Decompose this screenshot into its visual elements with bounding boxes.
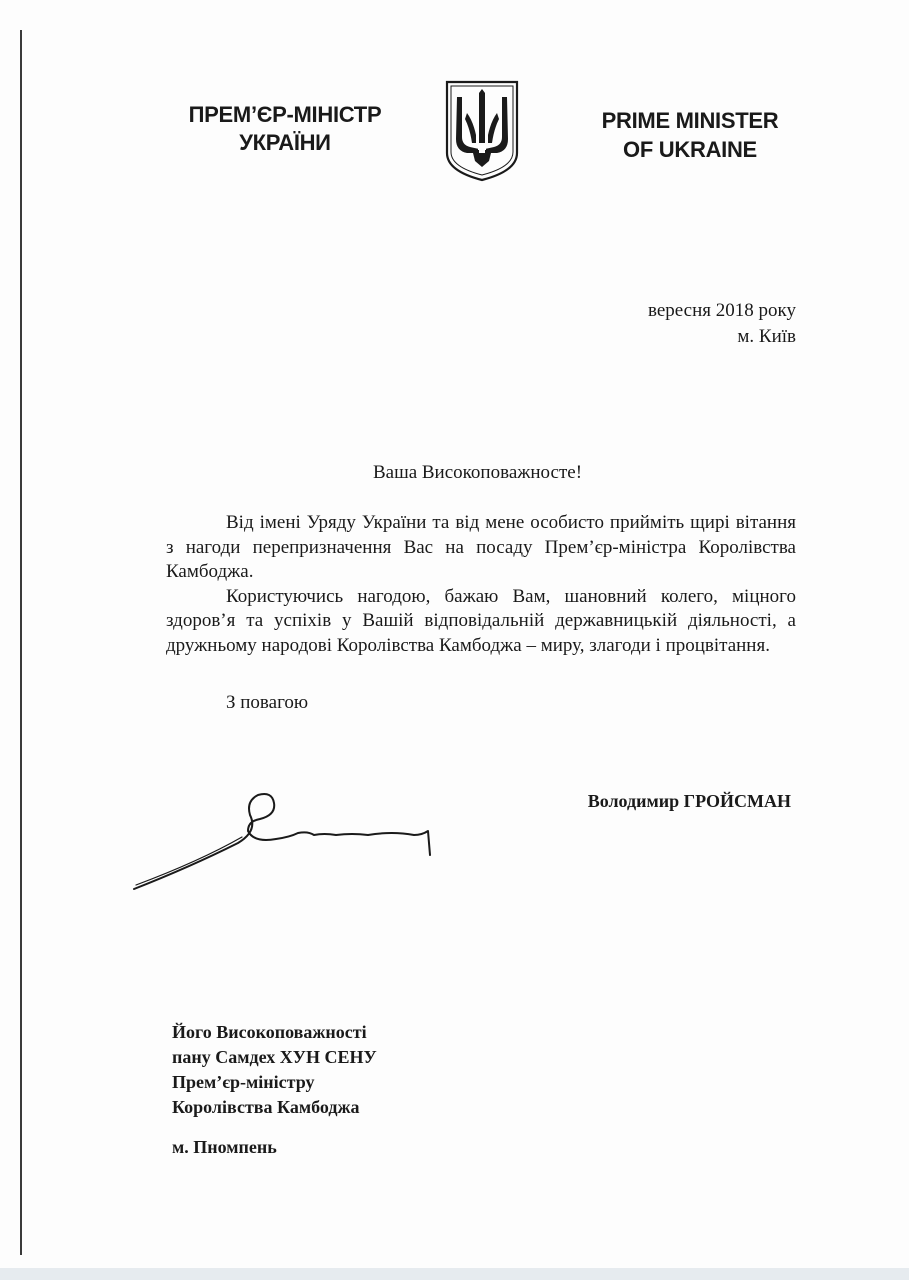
signer-name: Володимир ГРОЙСМАН [587, 791, 791, 811]
handwritten-signature [130, 785, 440, 895]
date-block [648, 298, 796, 350]
header-en-line1: PRIME MINISTER [601, 108, 779, 133]
letter-body [166, 511, 796, 658]
recipient-line1: Його Високоповажності [172, 1022, 367, 1042]
place-line: м. Київ [737, 326, 796, 347]
trident-emblem-icon [443, 79, 521, 183]
date-line: вересня 2018 року [647, 300, 796, 321]
header-en-line2: OF UKRAINE [623, 137, 757, 162]
header-ua-line2: УКРАЇНИ [239, 130, 331, 155]
body-paragraph-2: Користуючись нагодою, бажаю Вам, шановний колего, міцного здоров’я та успіхів у Вашій відповідальній державницькій діяльності, а дружньому народові Королівства Камбоджа – миру, злагоди і процвітання. [166, 585, 796, 656]
scan-bottom-band [0, 1268, 909, 1280]
page-edge-shadow [20, 30, 22, 1255]
closing-phrase: З повагою [226, 692, 309, 713]
body-paragraph-1: Від імені Уряду України та від мене особисто прийміть щирі вітання з нагоди перепризначення Вас на посаду Прем’єр-міністра Королівства Камбоджа. [166, 512, 796, 582]
header-ua-line1: ПРЕМ’ЄР-МІНІСТР [188, 102, 382, 127]
header-ukrainian [160, 101, 410, 157]
recipient-block [172, 1020, 377, 1120]
recipient-line3: Прем’єр-міністру [172, 1072, 315, 1092]
salutation: Ваша Високоповажносте! [372, 462, 583, 483]
recipient-line4: Королівства Камбоджа [172, 1097, 360, 1117]
recipient-line2: пану Самдех ХУН СЕНУ [172, 1047, 377, 1067]
recipient-city: м. Пномпень [172, 1137, 277, 1157]
header-english [560, 106, 820, 164]
